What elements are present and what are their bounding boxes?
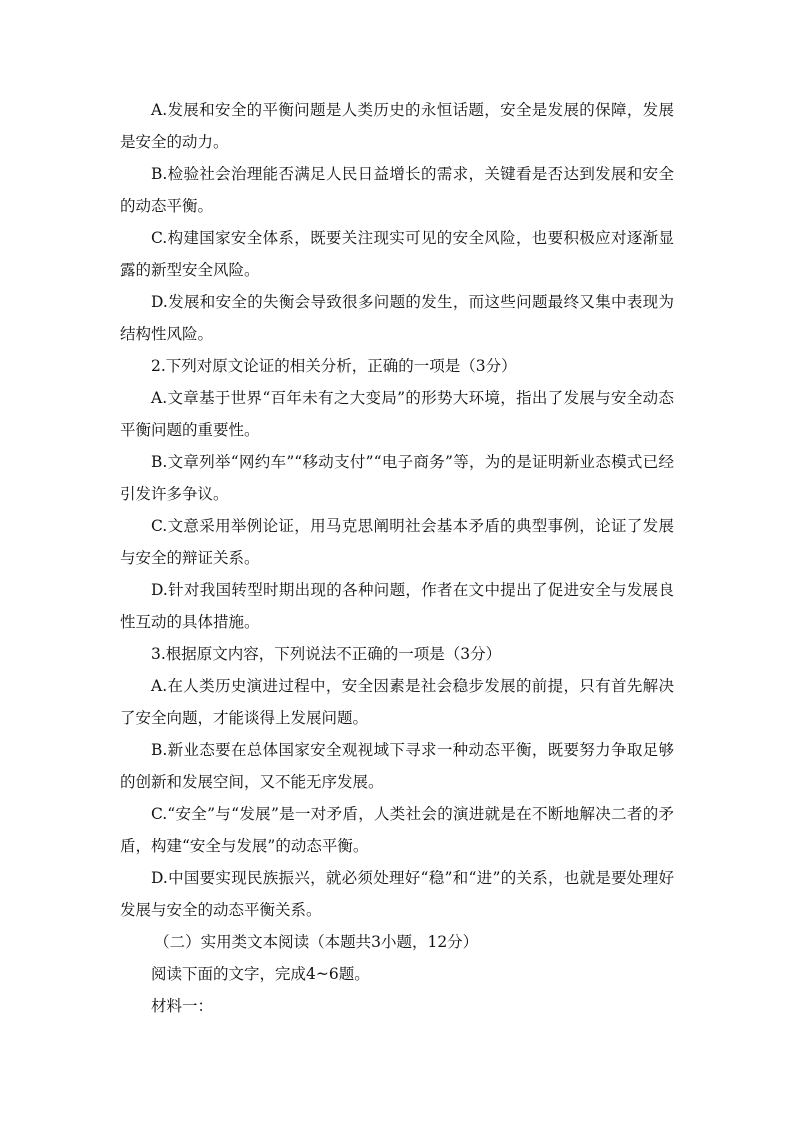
material-label: 材料一： xyxy=(151,997,214,1015)
option-1-b: B.检验社会治理能否满足人民日益增长的需求，关键看是否达到发展和安全的动态平衡。 xyxy=(120,165,674,215)
option-2-d: D.针对我国转型时期出现的各种问题，作者在文中提出了促进安全与发展良性互动的具体措施。 xyxy=(120,581,674,631)
option-1-a: A.发展和安全的平衡问题是人类历史的永恒话题，安全是发展的保障，发展是安全的动力。 xyxy=(120,101,674,151)
option-3-d: D.中国要实现民族振兴，就必须处理好“稳”和“进”的关系，也就是要处理好发展与安全的动态平衡关系。 xyxy=(120,869,674,919)
option-2-b: B.文章列举“网约车”“移动支付”“电子商务”等，为的是证明新业态模式已经引发许多争议。 xyxy=(120,453,674,503)
section-heading: （二）实用类文本阅读（本题共3小题，12分） xyxy=(154,933,479,951)
option-3-c: C.“安全”与“发展”是一对矛盾，人类社会的演进就是在不断地解决二者的矛盾，构建“安全与发展”的动态平衡。 xyxy=(120,805,674,855)
option-2-a: A.文章基于世界“百年未有之大变局”的形势大环境，指出了发展与安全动态平衡问题的重要性。 xyxy=(120,389,674,439)
option-3-b: B.新业态要在总体国家安全观视域下寻求一种动态平衡，既要努力争取足够的创新和发展空间，又不能无序发展。 xyxy=(120,741,674,791)
document-body xyxy=(120,94,674,1022)
option-2-c: C.文意采用举例论证，用马克思阐明社会基本矛盾的典型事例，论证了发展与安全的辩证关系。 xyxy=(120,517,674,567)
option-1-d: D.发展和安全的失衡会导致很多问题的发生，而这些问题最终又集中表现为结构性风险。 xyxy=(120,293,674,343)
question-3: 3.根据原文内容，下列说法不正确的一项是（3分） xyxy=(151,645,502,663)
option-3-a: A.在人类历史演进过程中，安全因素是社会稳步发展的前提，只有首先解决了安全向题，才能谈得上发展问题。 xyxy=(120,677,674,727)
question-2: 2.下列对原文论证的相关分析，正确的一项是（3分） xyxy=(151,357,517,375)
instruction: 阅读下面的文字，完成4~6题。 xyxy=(151,965,370,983)
option-1-c: C.构建国家安全体系，既要关注现实可见的安全风险，也要积极应对逐渐显露的新型安全风险。 xyxy=(120,229,674,279)
